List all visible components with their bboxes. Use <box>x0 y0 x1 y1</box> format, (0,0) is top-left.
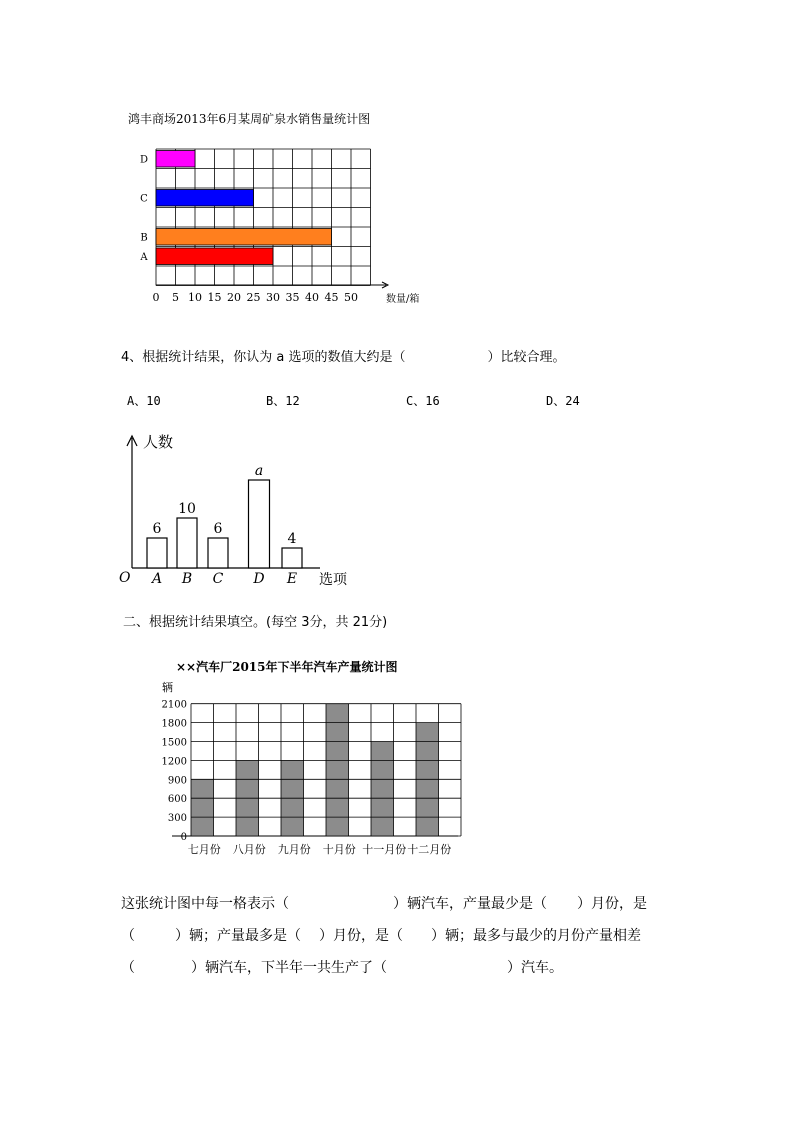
option-a: A、10 <box>127 394 161 408</box>
chart1-bar-d <box>156 151 195 168</box>
chart3-bar <box>191 779 214 836</box>
question-4-text-end: ）比较合理。 <box>487 350 566 365</box>
chart2-category-label: E <box>286 571 298 587</box>
chart1-tick-label: 5 <box>172 291 179 304</box>
chart3-tick-label: 2100 <box>161 699 187 711</box>
chart1-tick-label: 40 <box>305 291 319 304</box>
car-production-chart-svg <box>128 655 468 860</box>
fill-1c: ）月份，是 <box>577 896 647 912</box>
chart2-value-label: 6 <box>152 521 162 537</box>
section-2-heading: 二、根据统计结果填空。(每空 3分，共 21分) <box>123 615 388 630</box>
survey-bar-chart <box>115 430 375 595</box>
fill-2b: ）辆；产量最多是（ <box>175 928 301 944</box>
chart3-tick-label: 600 <box>167 794 187 806</box>
chart1-tick-label: 35 <box>285 291 300 304</box>
fill-line-3 <box>121 957 563 977</box>
chart3-category-label: 十月份 <box>322 843 356 856</box>
chart1-tick-label: 20 <box>227 291 241 304</box>
chart2-category-label: B <box>181 571 193 587</box>
chart1-bar-b <box>156 229 332 246</box>
chart3-title: ××汽车厂2015年下半年汽车产量统计图 <box>176 660 398 674</box>
chart3-tick-label: 1500 <box>161 737 187 749</box>
chart2-value-label: a <box>254 463 264 479</box>
chart2-value-label: 6 <box>213 521 223 537</box>
option-b: B、12 <box>266 394 300 408</box>
survey-bar-chart-svg <box>115 430 375 595</box>
chart1-tick-label: 50 <box>344 291 358 304</box>
chart1-bar-a <box>156 248 273 265</box>
chart1-tick-label: 10 <box>188 291 202 304</box>
chart3-category-label: 十一月份 <box>362 843 407 856</box>
chart2-category-label: D <box>253 571 265 587</box>
chart1-bar-c <box>156 190 254 207</box>
fill-3a: （ <box>121 960 135 976</box>
chart1-category-label: C <box>140 193 148 205</box>
chart3-bar <box>326 704 349 836</box>
fill-3b: ）辆汽车，下半年一共生产了（ <box>191 960 387 976</box>
chart3-category-label: 八月份 <box>232 843 266 856</box>
question-4 <box>121 346 566 365</box>
option-d: D、24 <box>546 394 580 408</box>
chart1-tick-label: 45 <box>324 291 339 304</box>
chart2-ylabel: 人数 <box>143 433 174 451</box>
chart3-ylabel: 辆 <box>162 681 173 694</box>
fill-2d: ）辆；最多与最少的月份产量相差 <box>431 928 641 944</box>
chart2-xlabel: 选项 <box>319 572 347 588</box>
chart2-bar-b <box>177 518 197 568</box>
chart1-title: 鸿丰商场2013年6月某周矿泉水销售量统计图 <box>128 112 371 126</box>
fill-2c: ）月份，是（ <box>319 928 403 944</box>
chart2-bar-c <box>208 538 228 568</box>
chart3-category-label: 七月份 <box>187 843 221 856</box>
fill-line-2 <box>121 925 641 945</box>
chart1-tick-label: 15 <box>207 291 222 304</box>
chart3-category-label: 九月份 <box>277 843 311 856</box>
chart2-category-label: C <box>212 571 224 587</box>
mineral-water-chart <box>120 105 440 305</box>
chart1-tick-label: 25 <box>246 291 261 304</box>
chart2-value-label: 4 <box>287 531 297 547</box>
chart3-bar <box>371 742 394 837</box>
chart1-xlabel: 数量/箱 <box>386 294 420 305</box>
chart3-tick-label: 0 <box>180 832 187 843</box>
car-production-chart <box>128 655 468 860</box>
chart3-tick-label: 1800 <box>161 718 187 730</box>
fill-2a: （ <box>121 928 135 944</box>
chart1-category-label: D <box>139 154 149 166</box>
fill-1b: ）辆汽车，产量最少是（ <box>393 896 547 912</box>
fill-1a: 这张统计图中每一格表示（ <box>121 896 289 912</box>
chart2-bar-a <box>147 538 167 568</box>
chart1-tick-label: 30 <box>266 291 280 304</box>
chart2-category-label: A <box>151 571 163 587</box>
chart3-tick-label: 1200 <box>161 756 187 768</box>
fill-3c: ）汽车。 <box>507 960 563 976</box>
fill-line-1 <box>121 893 647 913</box>
option-c: C、16 <box>406 394 440 408</box>
chart2-bar-e <box>282 548 302 568</box>
chart1-category-label: B <box>140 232 148 244</box>
chart2-bar-d <box>249 480 270 568</box>
question-4-text: 4、根据统计结果，你认为 a 选项的数值大约是（ <box>121 350 406 365</box>
chart1-category-label: A <box>140 251 148 263</box>
chart2-origin: O <box>119 570 131 586</box>
chart3-category-label: 十二月份 <box>407 843 452 856</box>
chart1-tick-label: 0 <box>152 291 160 304</box>
chart3-tick-label: 300 <box>167 813 187 825</box>
chart3-tick-label: 900 <box>167 775 187 787</box>
chart2-value-label: 10 <box>178 501 196 517</box>
mineral-water-chart-svg <box>120 105 440 305</box>
